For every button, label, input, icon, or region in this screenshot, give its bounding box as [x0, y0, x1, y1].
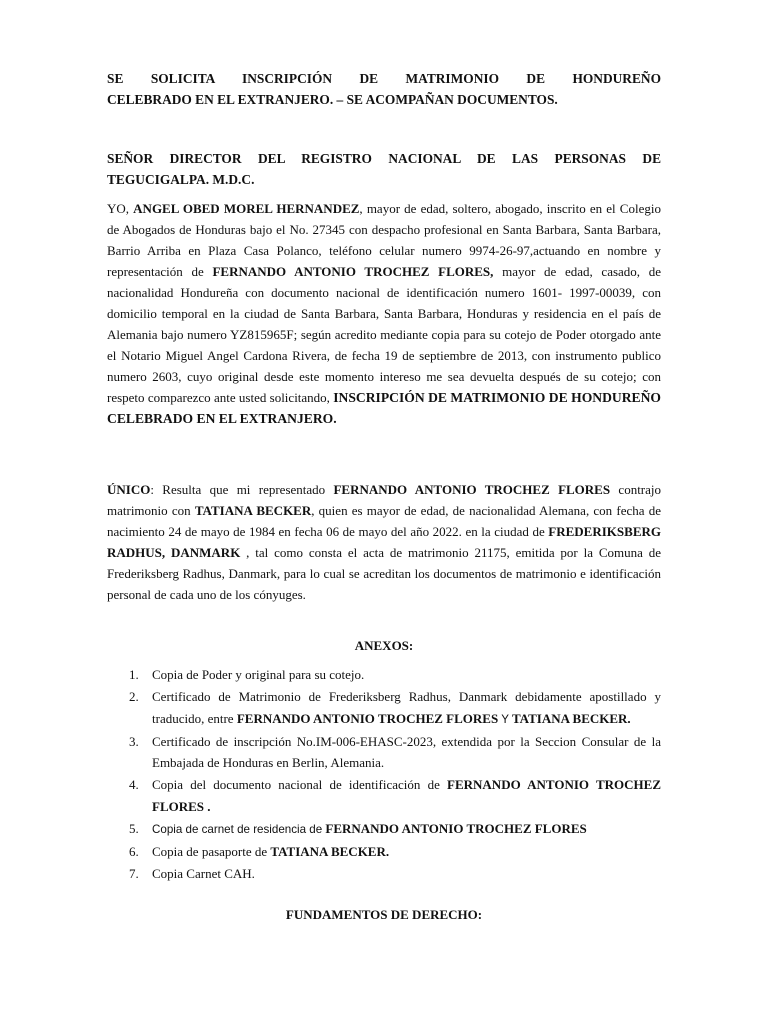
intro-text-3: mayor de edad, casado, de nacionalidad Hondureña con documento nacional de identificación numero 1601- 1997-00039, con domicilio temporal en la ciudad de Santa Barbara, Santa Barbara, Honduras y residencia en el país de Alemania bajo numero YZ815965F; según acredito mediante copia para su cotejo de Poder otorgado ante el Notario Miguel Angel Cardona Rivera, de fecha 19 de septiembre de 2013, con instrumento publico numero 2603, cuyo original desde este momento intereso me sea devuelta después de su cotejo; con respeto comparezco ante usted solicitando,	[107, 264, 662, 405]
document-title	[107, 68, 661, 110]
unico-text-3: , quien es mayor de edad, de nacionalidad Alemana, con fecha de nacimiento 24 de mayo de 1984 en fecha 06 de mayo del año 2022. en la ciudad de	[107, 503, 661, 539]
list-item: 3. Certificado de inscripción No.IM-006-EHASC-2023, extendida por la Seccion Consular de la Embajada de Honduras en Berlin, Alemania.	[129, 733, 661, 770]
addressee-line-2: TEGUCIGALPA. M.D.C.	[107, 172, 255, 187]
unico-paragraph	[107, 479, 661, 605]
addressee-line-1: SEÑOR DIRECTOR DEL REGISTRO NACIONAL DE LAS PERSONAS DE	[107, 151, 661, 166]
marriage-place: FREDERIKSBERG RADHUS, DANMARK	[107, 524, 661, 560]
intro-text-2: , mayor de edad, soltero, abogado, inscrito en el Colegio de Abogados de Honduras bajo el No. 27345 con despacho profesional en Santa Barbara, Santa Barbara, Barrio Arriba en Plaza Casa Polanco, teléfono celular numero 9974-26-97,actuando en nombre y representación de	[107, 201, 661, 279]
list-item: 2. Certificado de Matrimonio de Frederiksberg Radhus, Danmark debidamente apostillado y traducido, entre FERNANDO ANTONIO TROCHEZ FLORES Y TATIANA BECKER.	[129, 689, 661, 726]
intro-paragraph	[107, 198, 661, 429]
unico-text-2: contrajo matrimonio con	[107, 482, 662, 518]
list-item: 1. Copia de Poder y original para su cotejo.	[129, 667, 365, 682]
list-item: 5. Copia de carnet de residencia de FERNANDO ANTONIO TROCHEZ FLORES	[129, 820, 587, 836]
annex-list	[107, 664, 661, 885]
client-name: FERNANDO ANTONIO TROCHEZ FLORES,	[212, 264, 494, 279]
request-text: INSCRIPCIÓN DE MATRIMONIO DE HONDUREÑO CELEBRADO EN EL EXTRANJERO.	[107, 390, 661, 426]
annexes-heading: ANEXOS:	[354, 638, 414, 653]
groom-name: FERNANDO ANTONIO TROCHEZ FLORES	[333, 482, 611, 497]
unico-text-4: , tal como consta el acta de matrimonio 21175, emitida por la Comuna de Frederiksberg Radhus, Danmark, para lo cual se acreditan los documentos de matrimonio e identificación personal de cada uno de los cónyuges.	[107, 545, 661, 602]
addressee	[107, 148, 661, 190]
intro-text-1: YO,	[107, 201, 134, 216]
bride-name: TATIANA BECKER	[194, 503, 312, 518]
list-item: 6. Copia de pasaporte de TATIANA BECKER.	[129, 843, 390, 859]
title-line-2: CELEBRADO EN EL EXTRANJERO. – SE ACOMPAÑAN DOCUMENTOS.	[107, 92, 558, 107]
list-item: 4. Copia del documento nacional de identificación de FERNANDO ANTONIO TROCHEZ FLORES .	[129, 777, 662, 814]
unico-text-1: : Resulta que mi representado	[150, 482, 334, 497]
attorney-name: ANGEL OBED MOREL HERNANDEZ	[133, 201, 360, 216]
fundamentos-heading: FUNDAMENTOS DE DERECHO:	[285, 907, 483, 922]
list-item: 7. Copia Carnet CAH.	[129, 865, 255, 881]
title-line-1: SE SOLICITA INSCRIPCIÓN DE MATRIMONIO DE HONDUREÑO	[107, 71, 661, 86]
unico-label: ÚNICO	[107, 482, 151, 497]
